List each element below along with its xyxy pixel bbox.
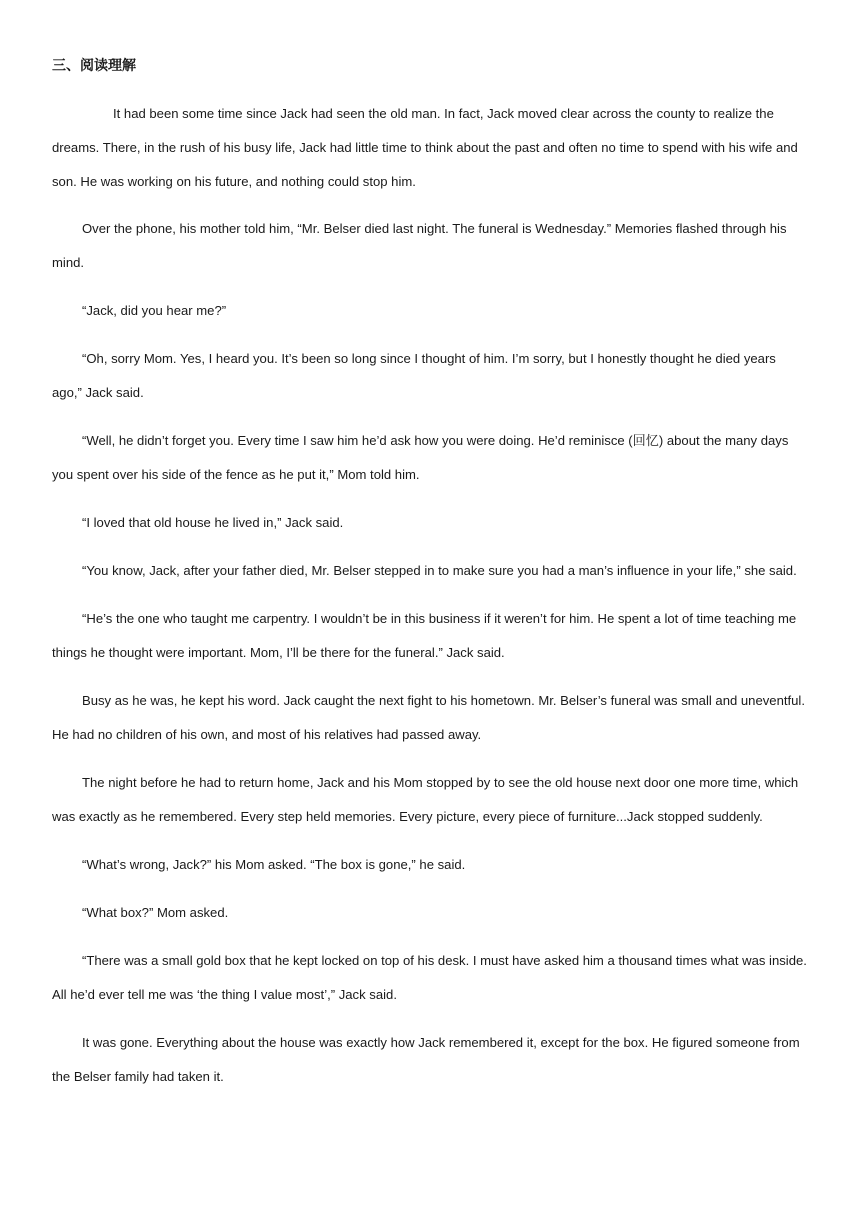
section-title: 三、阅读理解 (52, 57, 136, 73)
paragraph-8: “He’s the one who taught me carpentry. I wouldn’t be in this business if it weren’t for him. He spent a lot of time teaching me things he thought were important. Mom, I’ll be there for the funeral.” Jack said. (52, 611, 797, 660)
paragraph-5: “Well, he didn’t forget you. Every time I saw him he’d ask how you were doing. He’d reminisce (回忆) about the many days you spent over his side of the fence as he put it,” Mom told him. (52, 433, 789, 482)
paragraph-9: Busy as he was, he kept his word. Jack caught the next fight to his hometown. Mr. Belser’s funeral was small and uneventful. He had no children of his own, and most of his relatives had passed away. (52, 693, 805, 742)
paragraph-1: It had been some time since Jack had seen the old man. In fact, Jack moved clear across the county to realize the dreams. There, in the rush of his busy life, Jack had little time to think about the past and often no time to spend with his wife and son. He was working on his future, and nothing could stop him. (52, 106, 798, 189)
document-page (52, 54, 808, 1108)
paragraph-12: “What box?” Mom asked. (82, 905, 229, 920)
paragraph-10: The night before he had to return home, Jack and his Mom stopped by to see the old house next door one more time, which was exactly as he remembered. Every step held memories. Every picture, every piece of furniture...Jack stopped suddenly. (52, 775, 799, 824)
paragraph-4: “Oh, sorry Mom. Yes, I heard you. It’s been so long since I thought of him. I’m sorry, but I honestly thought he died years ago,” Jack said. (52, 351, 776, 400)
paragraph-2: Over the phone, his mother told him, “Mr. Belser died last night. The funeral is Wednesday.” Memories flashed through his mind. (52, 221, 787, 270)
paragraph-3: “Jack, did you hear me?” (82, 303, 227, 318)
paragraph-7: “You know, Jack, after your father died, Mr. Belser stepped in to make sure you had a man’s influence in your life,” she said. (82, 563, 797, 578)
paragraph-11: “What’s wrong, Jack?” his Mom asked. “The box is gone,” he said. (82, 857, 466, 872)
paragraph-13: “There was a small gold box that he kept locked on top of his desk. I must have asked him a thousand times what was inside. All he’d ever tell me was ‘the thing I value most’,” Jack said. (52, 953, 807, 1002)
paragraph-14: It was gone. Everything about the house was exactly how Jack remembered it, except for the box. He figured someone from the Belser family had taken it. (52, 1035, 800, 1084)
paragraph-6: “I loved that old house he lived in,” Jack said. (82, 515, 344, 530)
